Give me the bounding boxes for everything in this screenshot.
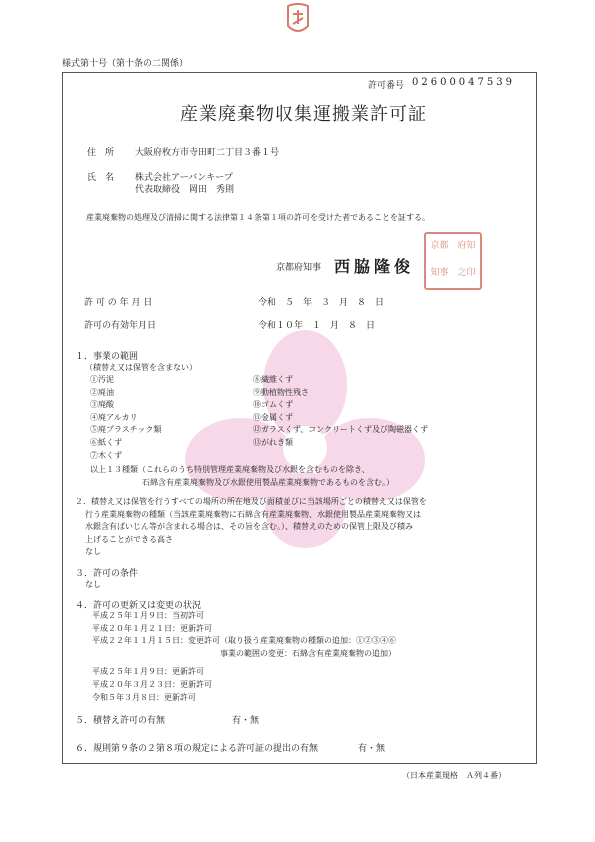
expiry-label: 許可の有効年月日: [84, 321, 157, 331]
list-item: ⑤廃プラスチック類: [90, 425, 162, 435]
section1-right-list: [253, 374, 428, 450]
seal-char: 府知: [457, 241, 476, 251]
company-name: 株式会社アーバンキープ: [135, 173, 233, 183]
list-item: 平成２５年１月９日：当初許可: [92, 611, 204, 620]
section2-line: 上げることができる高さ: [85, 534, 173, 544]
section1-left-list: [90, 374, 161, 462]
list-item: 平成２５年１月９日：更新許可: [92, 667, 204, 677]
list-item: ⑪金属くず: [253, 412, 293, 422]
seal-char: 知事: [430, 268, 449, 278]
name-label: 氏 名: [87, 173, 115, 183]
list-item: ⑫ガラスくず、コンクリートくず及び陶磁器くず: [253, 425, 428, 435]
authority-name: 西脇隆俊: [334, 257, 415, 276]
certificate-title: 産業廃棄物収集運搬業許可証: [180, 104, 427, 125]
top-seal-icon: [284, 2, 312, 36]
section4-list: [92, 610, 396, 704]
authority-title: 京都府知事: [276, 263, 322, 273]
section2-line: ２．積替え又は保管を行うすべての場所の所在地及び面積並びに当該場所ごとの積替え又は保管を: [75, 497, 427, 506]
government-seal: [424, 232, 482, 290]
section1-note1: 以上１３種類（これらのうち特別管理産業廃棄物及び水銀を含むものを除き、: [90, 465, 370, 474]
section3-value: なし: [85, 580, 101, 589]
section5-value: 有・無: [232, 716, 260, 726]
list-item: ④廃アルカリ: [90, 412, 138, 422]
section5-text: ５．積替え許可の有無: [75, 716, 166, 726]
list-item: ⑨動植物性残さ: [253, 387, 309, 397]
section4-heading: ４．許可の更新又は変更の状況: [75, 601, 202, 611]
footer-standard: （日本産業規格 Ａ列４番）: [402, 771, 506, 780]
list-item: 事業の範囲の変更：石綿含有産業廃棄物の追加）: [92, 648, 396, 658]
seal-char: 之印: [457, 268, 476, 278]
list-item: ⑬がれき類: [253, 437, 293, 447]
list-item: ③廃酸: [90, 400, 114, 410]
section2-line: 行う産業廃棄物の種類（当該産業廃棄物に石綿含有産業廃棄物、水銀使用製品産業廃棄物又は: [85, 509, 421, 519]
list-item: ⑥紙くず: [90, 437, 122, 447]
list-item: ⑦木くず: [90, 450, 122, 460]
section2: [75, 496, 427, 559]
permit-date-label: 許 可 の 年 月 日: [84, 298, 153, 308]
form-number: 様式第十号（第十条の二関係）: [62, 59, 189, 69]
permit-number: 02600047539: [412, 77, 515, 88]
representative: 代表取締役 岡田 秀則: [135, 185, 235, 195]
section1-heading: １．事業の範囲: [75, 352, 139, 362]
list-item: 平成２０年３月２３日：更新許可: [92, 679, 212, 689]
expiry-date: 令和１０年 １ 月 ８ 日: [258, 321, 376, 331]
seal-char: 京都: [430, 241, 449, 251]
section2-value: なし: [85, 547, 101, 557]
list-item: 平成２０年１月２１日：更新許可: [92, 623, 212, 633]
address: 大阪府枚方市寺田町二丁目３番１号: [135, 148, 280, 158]
section2-line: 水銀含有ばいじん等が含まれる場合は、その旨を含む。）、積替えのための保管上限及び積み: [85, 522, 413, 532]
list-item: ②廃油: [90, 387, 114, 397]
section3-heading: ３．許可の条件: [75, 569, 139, 579]
list-item: ⑩ゴムくず: [253, 400, 293, 410]
permit-number-label: 許可番号: [368, 81, 405, 91]
permit-date: 令和 ５ 年 ３ 月 ８ 日: [258, 298, 385, 308]
list-item: ⑧繊維くず: [253, 375, 293, 384]
section6-value: 有・無: [358, 744, 386, 754]
list-item: 平成２２年１１月１５日：変更許可（取り扱う産業廃棄物の種類の追加：①②③④⑥: [92, 636, 396, 646]
section1-note2: 石綿含有産業廃棄物及び水銀使用製品産業廃棄物であるものを含む。）: [142, 478, 394, 487]
list-item: 令和５年３月８日：更新許可: [92, 692, 196, 702]
section6-text: ６．規則第９条の２第８項の規定による許可証の提出の有無: [75, 744, 319, 754]
section1-subheading: （積替え又は保管を含まない）: [85, 363, 197, 372]
address-label: 住 所: [87, 148, 115, 158]
list-item: ①汚泥: [90, 375, 114, 384]
certification-statement: 産業廃棄物の処理及び清掃に関する法律第１４条第１項の許可を受けた者であることを証する。: [86, 213, 430, 222]
